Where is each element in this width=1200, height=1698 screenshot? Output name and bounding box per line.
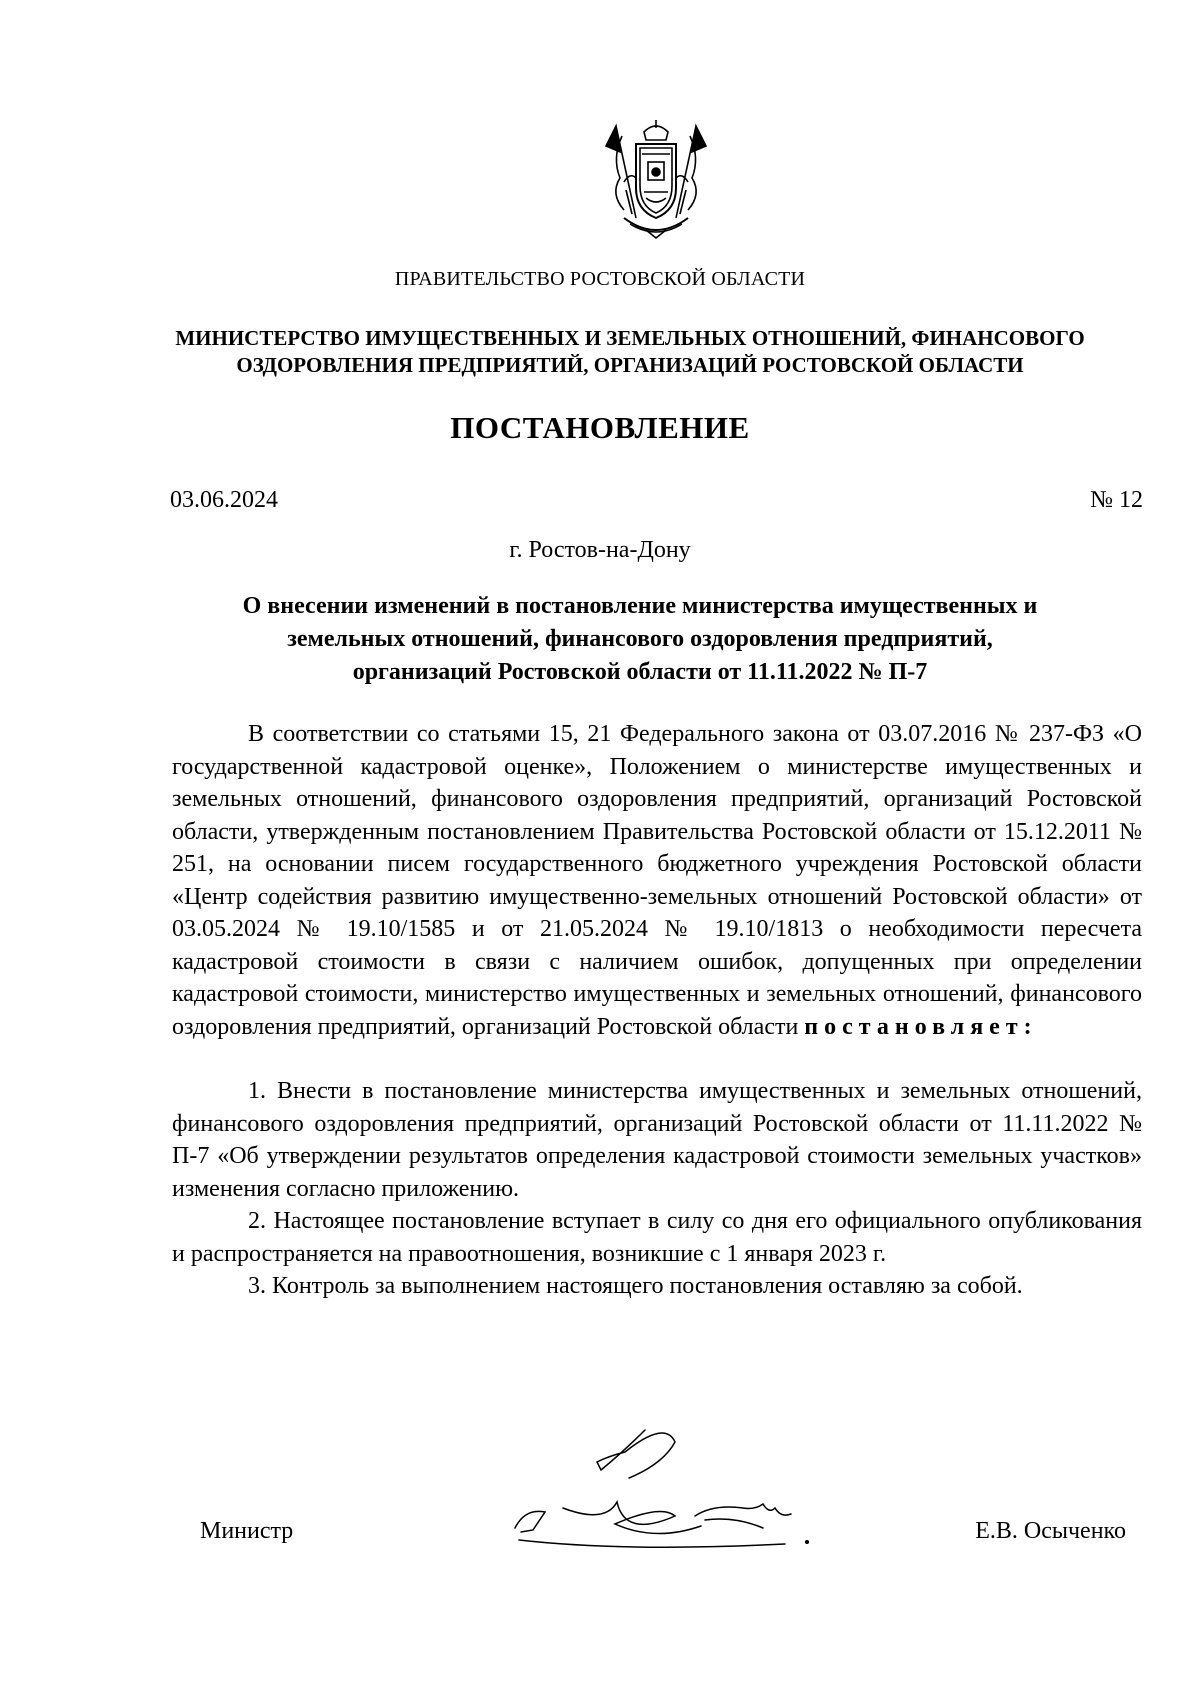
government-name: ПРАВИТЕЛЬСТВО РОСТОВСКОЙ ОБЛАСТИ <box>394 268 806 290</box>
document-type-title: ПОСТАНОВЛЕНИЕ <box>450 410 750 445</box>
signature-block <box>0 1510 1200 1570</box>
decree-word: постановляет: <box>804 1013 1038 1040</box>
item-paragraph-2: 2. Настоящее постановление вступает в силу со дня его официального опубликования и распространяется на правоотношения, возникшие с 1 января 2023 г. <box>172 1208 1142 1267</box>
signer-name: Е.В. Осыченко <box>975 1518 1126 1544</box>
preamble-text: В соответствии со статьями 15, 21 Федерального закона от 03.07.2016 № 237-ФЗ «О государственной кадастровой оценке», Положением о министерстве имущественных и земельных отношений, финансового оздоровления предприятий, организаций Ростовской области, утвержденным постановлением Правительства Ростовской области от 15.12.2011 № 251, на основании писем государственного бюджетного учреждения Ростовской области «Центр содействия развитию имущественно-земельных отношений Ростовской области» от 03.05.2024 № 19.10/1585 и от 21.05.2024 № 19.10/1813 о необходимости пересчета кадастровой стоимости в связи с наличием ошибок, допущенных при определении кадастровой стоимости, министерство имущественных и земельных отношений, финансового оздоровления предприятий, организаций Ростовской области <box>172 721 1142 1040</box>
coat-of-arms-emblem <box>602 118 710 242</box>
item-paragraph-3: 3. Контроль за выполнением настоящего постановления оставляю за собой. <box>248 1273 1023 1299</box>
document-subject <box>160 590 1120 689</box>
signer-position: Министр <box>200 1518 294 1544</box>
subject-line-3: организаций Ростовской области от 11.11.2022 № П-7 <box>352 659 928 685</box>
ministry-name <box>150 325 1110 379</box>
document-date: 03.06.2024 <box>170 487 278 513</box>
item-paragraph-1: 1. Внести в постановление министерства имущественных и земельных отношений, финансового оздоровления предприятий, организаций Ростовской области от 11.11.2022 № П-7 «Об утверждении результатов определения кадастровой стоимости земельных участков» изменения согласно приложению. <box>172 1078 1142 1202</box>
ministry-name-line-1: МИНИСТЕРСТВО ИМУЩЕСТВЕННЫХ И ЗЕМЕЛЬНЫХ ОТНОШЕНИЙ, ФИНАНСОВОГО <box>175 326 1085 350</box>
document-number: № 12 <box>1090 487 1143 513</box>
document-city: г. Ростов-на-Дону <box>509 537 691 563</box>
ministry-name-line-2: ОЗДОРОВЛЕНИЯ ПРЕДПРИЯТИЙ, ОРГАНИЗАЦИЙ РОСТОВСКОЙ ОБЛАСТИ <box>236 353 1024 377</box>
subject-line-2: земельных отношений, финансового оздоровления предприятий, <box>287 626 993 652</box>
document-body <box>172 718 1142 1303</box>
subject-line-1: О внесении изменений в постановление министерства имущественных и <box>242 593 1038 619</box>
preamble-paragraph <box>172 718 1142 1043</box>
